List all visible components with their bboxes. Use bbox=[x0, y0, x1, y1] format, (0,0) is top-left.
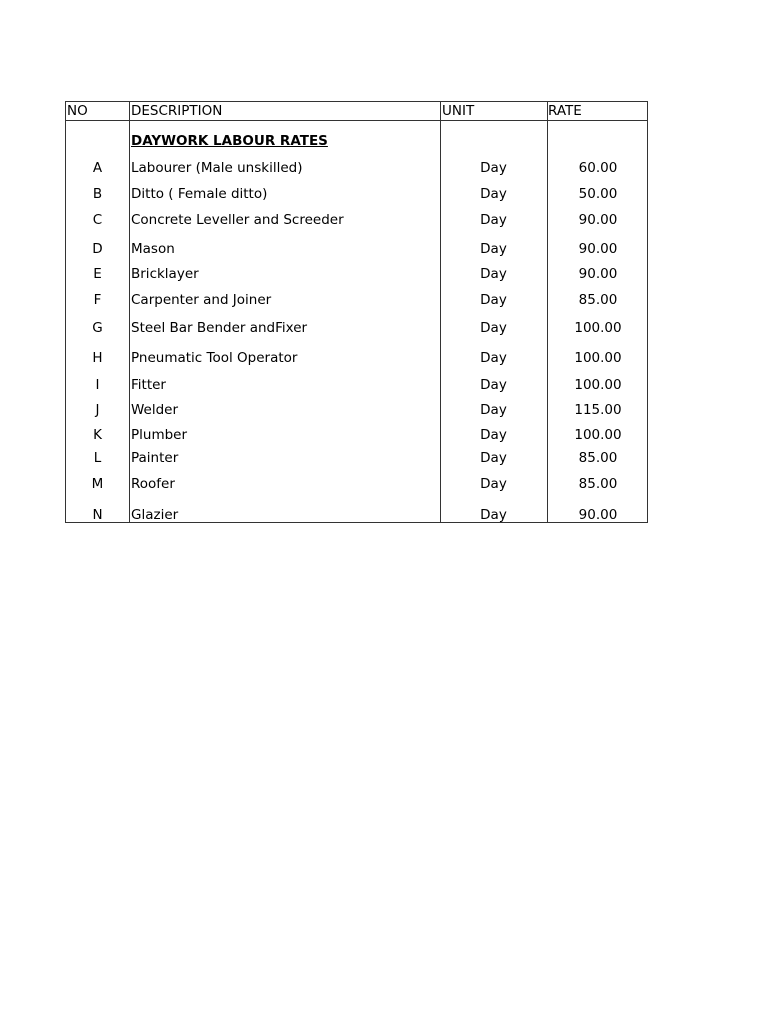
row-rate: 85.00 bbox=[578, 450, 618, 466]
row-rate: 50.00 bbox=[578, 186, 618, 202]
row-rate: 90.00 bbox=[578, 507, 618, 523]
row-no: N bbox=[92, 507, 103, 523]
row-unit: Day bbox=[480, 402, 507, 418]
row-description: Painter bbox=[131, 450, 179, 466]
header-no: NO bbox=[67, 103, 88, 119]
header-unit: UNIT bbox=[442, 103, 475, 119]
row-no: M bbox=[91, 476, 104, 492]
row-rate: 100.00 bbox=[574, 350, 622, 366]
row-rate: 85.00 bbox=[578, 292, 618, 308]
header-divider bbox=[66, 120, 647, 121]
row-unit: Day bbox=[480, 476, 507, 492]
row-rate: 90.00 bbox=[578, 212, 618, 228]
row-rate: 100.00 bbox=[574, 320, 622, 336]
row-no: L bbox=[93, 450, 102, 466]
row-no: I bbox=[95, 377, 100, 393]
row-unit: Day bbox=[480, 292, 507, 308]
row-unit: Day bbox=[480, 377, 507, 393]
row-rate: 115.00 bbox=[574, 402, 622, 418]
row-no: D bbox=[92, 241, 103, 257]
row-no: J bbox=[95, 402, 100, 418]
row-rate: 60.00 bbox=[578, 160, 618, 176]
row-no: G bbox=[92, 320, 103, 336]
row-no: K bbox=[93, 427, 102, 443]
row-rate: 90.00 bbox=[578, 266, 618, 282]
row-no: F bbox=[93, 292, 102, 308]
column-divider bbox=[129, 102, 130, 522]
row-description: Fitter bbox=[131, 377, 166, 393]
header-description: DESCRIPTION bbox=[131, 103, 223, 119]
header-rate: RATE bbox=[548, 103, 582, 119]
row-no: C bbox=[92, 212, 103, 228]
row-unit: Day bbox=[480, 427, 507, 443]
row-description: Plumber bbox=[131, 427, 188, 443]
row-description: Labourer (Male unskilled) bbox=[131, 160, 303, 176]
row-description: Carpenter and Joiner bbox=[131, 292, 272, 308]
row-unit: Day bbox=[480, 350, 507, 366]
row-description: Welder bbox=[131, 402, 179, 418]
row-description: Bricklayer bbox=[131, 266, 199, 282]
row-description: Ditto ( Female ditto) bbox=[131, 186, 268, 202]
row-no: H bbox=[92, 350, 103, 366]
row-no: B bbox=[92, 186, 103, 202]
row-no: E bbox=[93, 266, 102, 282]
row-unit: Day bbox=[480, 266, 507, 282]
section-title: DAYWORK LABOUR RATES bbox=[131, 133, 328, 149]
row-description: Roofer bbox=[131, 476, 175, 492]
row-unit: Day bbox=[480, 450, 507, 466]
row-unit: Day bbox=[480, 212, 507, 228]
row-description: Mason bbox=[131, 241, 175, 257]
row-unit: Day bbox=[480, 320, 507, 336]
row-unit: Day bbox=[480, 186, 507, 202]
row-rate: 100.00 bbox=[574, 427, 622, 443]
row-unit: Day bbox=[480, 160, 507, 176]
labour-rates-table bbox=[65, 101, 648, 523]
row-description: Pneumatic Tool Operator bbox=[131, 350, 298, 366]
row-description: Steel Bar Bender andFixer bbox=[131, 320, 308, 336]
row-no: A bbox=[92, 160, 103, 176]
row-description: Glazier bbox=[131, 507, 179, 523]
row-rate: 90.00 bbox=[578, 241, 618, 257]
row-description: Concrete Leveller and Screeder bbox=[131, 212, 344, 228]
row-unit: Day bbox=[480, 241, 507, 257]
row-unit: Day bbox=[480, 507, 507, 523]
row-rate: 85.00 bbox=[578, 476, 618, 492]
row-rate: 100.00 bbox=[574, 377, 622, 393]
